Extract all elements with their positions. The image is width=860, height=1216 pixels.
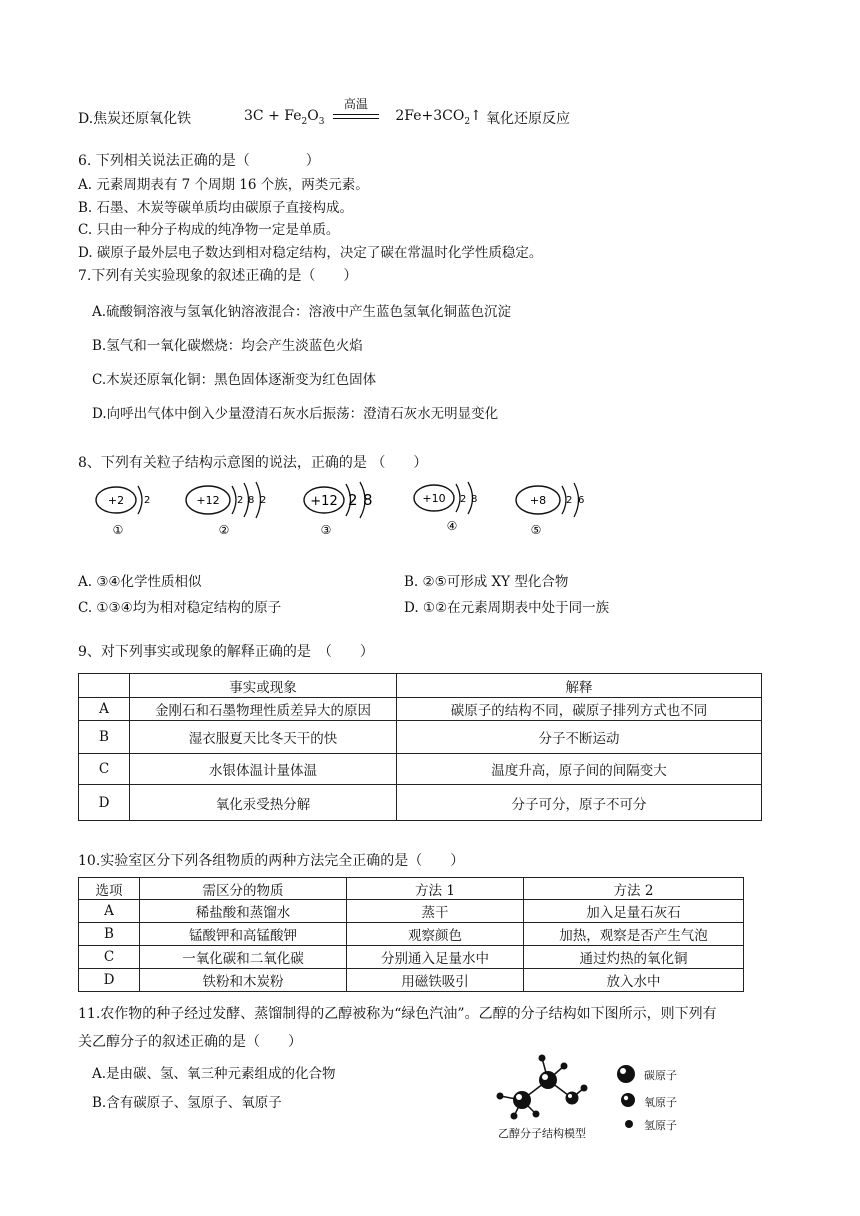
table-cell: 湿衣服夏天比冬天干的快 bbox=[130, 721, 397, 754]
nucleus-4: +10 bbox=[422, 492, 446, 505]
table-cell: 放入水中 bbox=[524, 969, 744, 992]
carbon-atom-icon bbox=[616, 1064, 636, 1084]
legend-oxygen bbox=[620, 1092, 636, 1112]
eq-sub: 3 bbox=[318, 116, 325, 127]
q7-stem: 7.下列有关实验现象的叙述正确的是（ ） bbox=[78, 268, 358, 284]
table-cell: C bbox=[79, 754, 130, 785]
q11-option-b: B.含有碳原子、氢原子、氧原子 bbox=[92, 1095, 282, 1111]
label-2: ② bbox=[218, 523, 230, 537]
legend-carbon-label: 碳原子 bbox=[644, 1069, 677, 1082]
q8-option-b: B. ②⑤可形成 XY 型化合物 bbox=[404, 574, 569, 590]
table-cell: 分别通入足量水中 bbox=[347, 946, 524, 969]
table-row bbox=[79, 946, 744, 969]
q11-stem-line1: 11.农作物的种子经过发酵、蒸馏制得的乙醇被称为“绿色汽油”。乙醇的分子结构如下图所示，则下列有 bbox=[78, 1006, 717, 1022]
nucleus-3: +12 bbox=[310, 494, 338, 509]
q5-option-d bbox=[78, 108, 191, 128]
q8-option-c: C. ①③④均为相对稳定结构的原子 bbox=[78, 600, 282, 616]
table-header: 需区分的物质 bbox=[140, 878, 347, 900]
table-cell: 用磁铁吸引 bbox=[347, 969, 524, 992]
q6-option-d: D. 碳原子最外层电子数达到相对稳定结构，决定了碳在常温时化学性质稳定。 bbox=[78, 245, 543, 261]
table-header-row bbox=[79, 878, 744, 900]
double-line-icon bbox=[333, 114, 379, 119]
nucleus-1: +2 bbox=[107, 494, 125, 507]
hydrogen-atom-icon bbox=[624, 1119, 634, 1129]
table-row bbox=[79, 900, 744, 923]
table-row bbox=[79, 923, 744, 946]
q5d-label: D.焦炭还原氧化铁 bbox=[78, 111, 192, 127]
table-row bbox=[79, 754, 762, 785]
table-cell: 蒸干 bbox=[347, 900, 524, 923]
table-cell: 观察颜色 bbox=[347, 923, 524, 946]
eq-o: O bbox=[307, 108, 319, 124]
q6-option-c: C. 只由一种分子构成的纯净物一定是单质。 bbox=[78, 222, 340, 238]
q7-option-a: A.硫酸铜溶液与氢氧化钠溶液混合：溶液中产生蓝色氢氧化铜蓝色沉淀 bbox=[92, 304, 512, 320]
table-header-row bbox=[79, 674, 762, 698]
q8-option-d: D. ①②在元素周期表中处于同一族 bbox=[404, 600, 610, 616]
shell-4-2: 8 bbox=[471, 494, 478, 505]
label-5: ⑤ bbox=[530, 523, 542, 537]
table-cell: 加热，观察是否产生气泡 bbox=[524, 923, 744, 946]
legend-hydrogen bbox=[624, 1117, 634, 1133]
table-cell: 氧化汞受热分解 bbox=[130, 785, 397, 821]
particle-4 bbox=[414, 482, 477, 533]
table-cell: 通过灼热的氧化铜 bbox=[524, 946, 744, 969]
shell-3-1: 2 bbox=[348, 491, 358, 509]
label-4: ④ bbox=[446, 519, 458, 533]
q8-stem: 8、下列有关粒子结构示意图的说法，正确的是 （ ） bbox=[78, 455, 428, 471]
particle-diagrams bbox=[90, 478, 610, 538]
q8-option-a: A. ③④化学性质相似 bbox=[78, 574, 202, 590]
shell-2-1: 2 bbox=[237, 495, 244, 506]
q9-table bbox=[78, 673, 762, 821]
table-row bbox=[79, 721, 762, 754]
table-row bbox=[79, 785, 762, 821]
label-1: ① bbox=[112, 523, 124, 537]
q10-table bbox=[78, 877, 744, 992]
table-header: 方法 1 bbox=[347, 878, 524, 900]
table-row bbox=[79, 969, 744, 992]
up-arrow-icon: ↑ bbox=[470, 108, 482, 124]
table-cell: 加入足量石灰石 bbox=[524, 900, 744, 923]
q5d-type: 氧化还原反应 bbox=[486, 111, 570, 127]
q6-option-b: B. 石墨、木炭等碳单质均由碳原子直接构成。 bbox=[78, 200, 354, 216]
table-cell: A bbox=[79, 900, 140, 923]
table-header: 选项 bbox=[79, 878, 140, 900]
table-cell: B bbox=[79, 721, 130, 754]
shell-5-2: 6 bbox=[578, 495, 585, 506]
q7-option-c: C.木炭还原氧化铜：黑色固体逐渐变为红色固体 bbox=[92, 372, 377, 388]
table-cell: D bbox=[79, 969, 140, 992]
table-cell: 温度升高，原子间的间隔变大 bbox=[397, 754, 762, 785]
table-header: 解释 bbox=[397, 674, 762, 698]
table-cell: 锰酸钾和高锰酸钾 bbox=[140, 923, 347, 946]
table-header: 事实或现象 bbox=[130, 674, 397, 698]
eq-sub: 2 bbox=[464, 116, 471, 127]
q10-stem: 10.实验室区分下列各组物质的两种方法完全正确的是（ ） bbox=[78, 853, 465, 869]
oxygen-atom-icon bbox=[620, 1092, 636, 1108]
shell-5-1: 2 bbox=[566, 495, 573, 506]
particle-3 bbox=[304, 482, 373, 537]
q5d-equation bbox=[244, 97, 482, 127]
table-cell: 分子不断运动 bbox=[397, 721, 762, 754]
shell-2-2: 8 bbox=[248, 495, 255, 506]
table-cell: 分子可分，原子不可分 bbox=[397, 785, 762, 821]
table-cell: C bbox=[79, 946, 140, 969]
table-row bbox=[79, 698, 762, 721]
shell-3-2: 8 bbox=[363, 491, 373, 509]
eq-left: 3C + Fe bbox=[244, 108, 302, 124]
eq-sub: 2 bbox=[301, 116, 308, 127]
q6-stem: 6. 下列相关说法正确的是（ ） bbox=[78, 153, 320, 169]
table-cell: D bbox=[79, 785, 130, 821]
model-caption: 乙醇分子结构模型 bbox=[498, 1127, 586, 1140]
q9-stem: 9、对下列事实或现象的解释正确的是 （ ） bbox=[78, 644, 374, 660]
eq-condition bbox=[329, 97, 383, 124]
shell-1-1: 2 bbox=[144, 495, 151, 506]
table-cell: B bbox=[79, 923, 140, 946]
shell-4-1: 2 bbox=[460, 494, 467, 505]
legend-hydrogen-label: 氢原子 bbox=[644, 1119, 677, 1132]
q7-option-b: B.氢气和一氧化碳燃烧：均会产生淡蓝色火焰 bbox=[92, 338, 363, 354]
q6-option-a: A. 元素周期表有 7 个周期 16 个族，两类元素。 bbox=[78, 177, 369, 193]
table-cell: 碳原子的结构不同，碳原子排列方式也不同 bbox=[397, 698, 762, 721]
table-cell: A bbox=[79, 698, 130, 721]
nucleus-2: +12 bbox=[196, 494, 220, 507]
table-cell: 金刚石和石墨物理性质差异大的原因 bbox=[130, 698, 397, 721]
q11-stem-line2: 关乙醇分子的叙述正确的是（ ） bbox=[78, 1034, 302, 1050]
particle-5 bbox=[516, 483, 584, 537]
table-cell: 铁粉和木炭粉 bbox=[140, 969, 347, 992]
table-header bbox=[79, 674, 130, 698]
shell-2-3: 2 bbox=[260, 495, 267, 506]
eq-condition-text: 高温 bbox=[343, 97, 368, 111]
legend-carbon bbox=[616, 1064, 636, 1088]
table-cell: 稀盐酸和蒸馏水 bbox=[140, 900, 347, 923]
particle-1 bbox=[96, 486, 150, 537]
table-cell: 一氧化碳和二氧化碳 bbox=[140, 946, 347, 969]
nucleus-5: +8 bbox=[529, 494, 547, 507]
q11-option-a: A.是由碳、氢、氧三种元素组成的化合物 bbox=[92, 1066, 336, 1082]
label-3: ③ bbox=[320, 523, 332, 537]
q7-option-d: D.向呼出气体中倒入少量澄清石灰水后振荡：澄清石灰水无明显变化 bbox=[92, 406, 499, 422]
table-cell: 水银体温计量体温 bbox=[130, 754, 397, 785]
particle-2 bbox=[186, 482, 266, 537]
eq-right: 2Fe+3CO bbox=[395, 108, 465, 124]
table-header: 方法 2 bbox=[524, 878, 744, 900]
legend-oxygen-label: 氧原子 bbox=[644, 1096, 677, 1109]
